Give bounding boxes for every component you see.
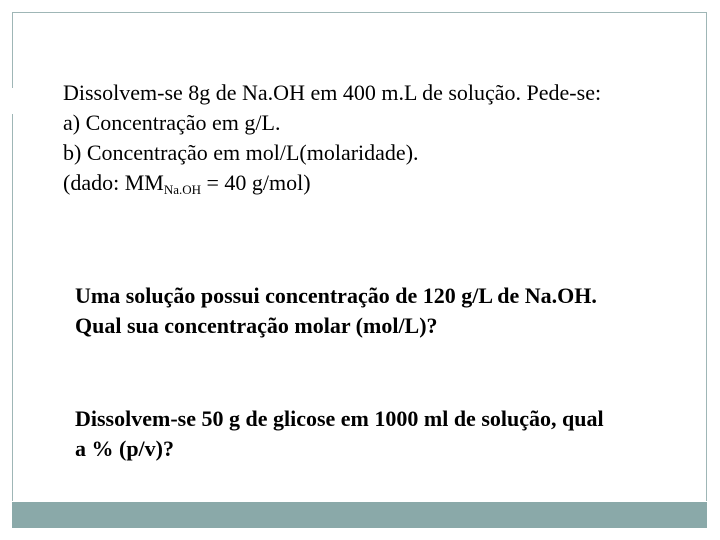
question-2-line-2: Qual sua concentração molar (mol/L)? — [75, 313, 438, 338]
question-2 — [75, 281, 597, 341]
question-1-given-data — [63, 168, 601, 198]
question-1-part-b: b) Concentração em mol/L(molaridade). — [63, 140, 419, 165]
question-3 — [75, 404, 604, 464]
question-3-line-1: Dissolvem-se 50 g de glicose em 1000 ml de solução, qual — [75, 406, 604, 431]
given-data-suffix: = 40 g/mol) — [201, 170, 311, 195]
footer-bar — [12, 502, 707, 528]
question-1 — [63, 78, 601, 198]
question-1-statement: Dissolvem-se 8g de Na.OH em 400 m.L de solução. Pede-se: — [63, 80, 602, 105]
frame-gap — [9, 88, 13, 114]
given-data-subscript: Na.OH — [163, 182, 202, 197]
question-2-line-1: Uma solução possui concentração de 120 g/L de Na.OH. — [75, 283, 597, 308]
question-3-line-2: a % (p/v)? — [75, 436, 174, 461]
given-data-prefix: (dado: MM — [63, 170, 164, 195]
question-1-part-a: a) Concentração em g/L. — [63, 110, 281, 135]
